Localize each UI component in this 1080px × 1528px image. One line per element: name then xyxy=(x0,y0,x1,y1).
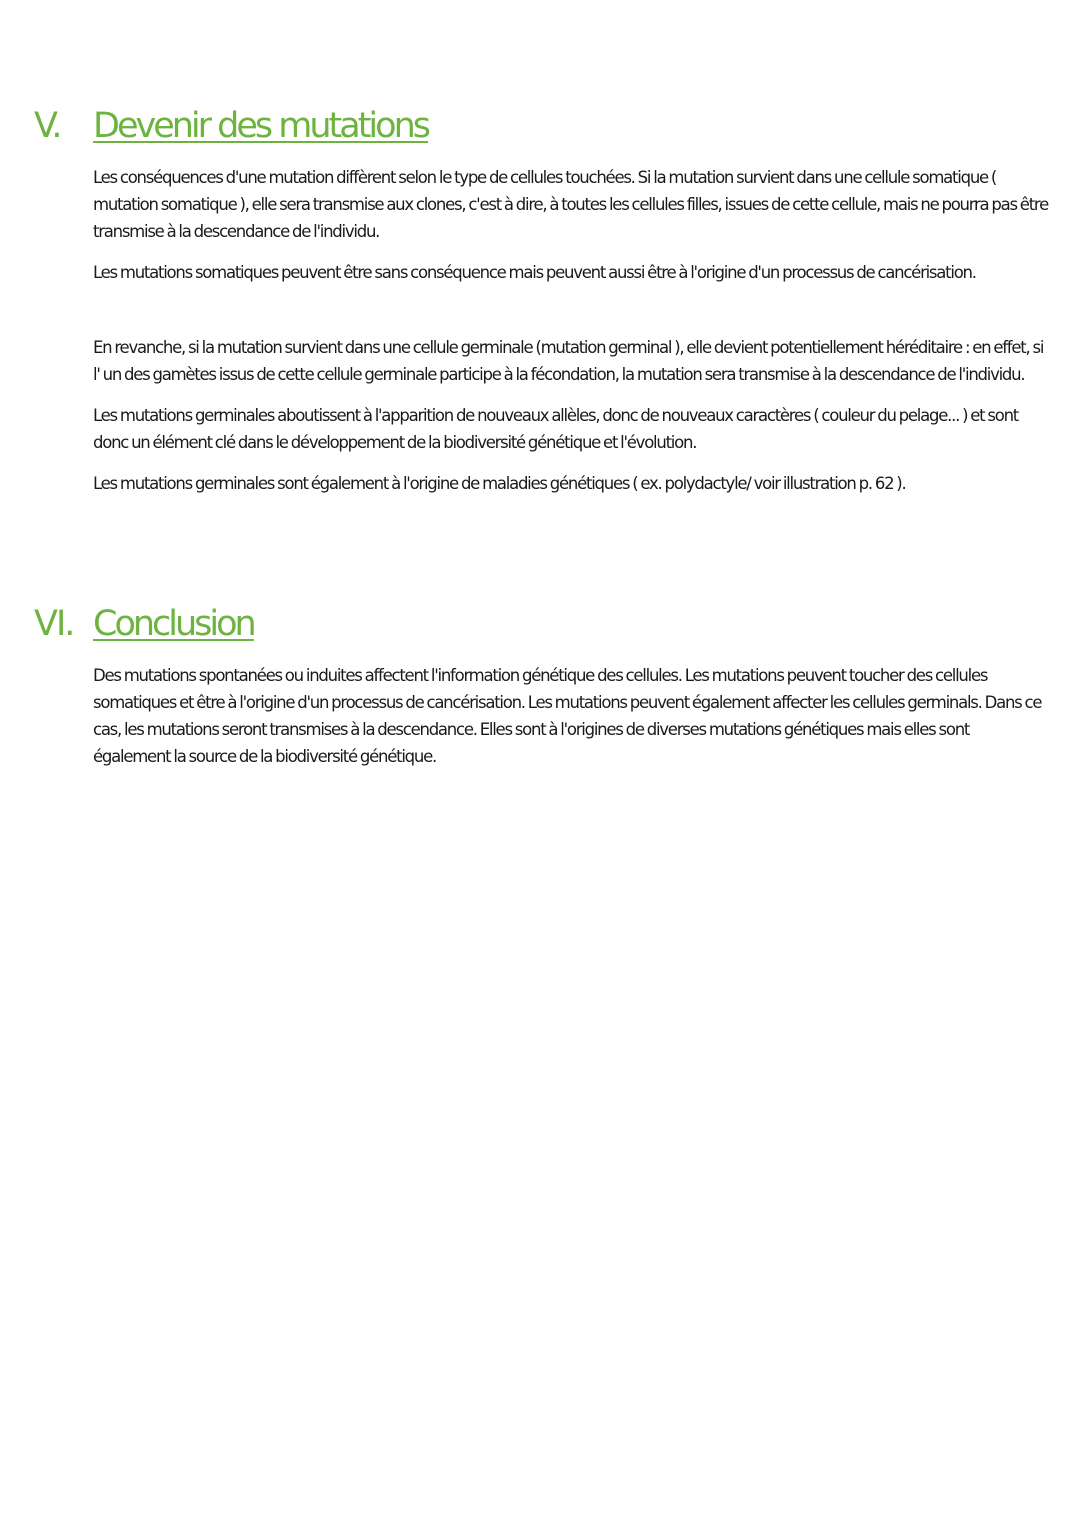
section-title: Conclusion xyxy=(93,604,254,644)
section-numeral: V. xyxy=(34,106,61,146)
section-numeral: VI. xyxy=(34,604,74,644)
paragraph-mutation-somatique: Les conséquences d'une mutation diffèrent selon le type de cellules touchées. Si la mutation survient dans une cellule somatique ( mutation somatique ), elle sera transmise aux clones, c'est à dire, à toutes les cellules filles, issues de cette cellule, mais ne pourra pas être transmise à la descendance de l'individu. xyxy=(93,168,1049,241)
section-heading xyxy=(0,602,1080,650)
section-body xyxy=(93,164,1048,497)
paragraph-conclusion: Des mutations spontanées ou induites affectent l'information génétique des cellules. Les mutations peuvent toucher des cellules somatiques et être à l'origine d'un processus de cancérisation. Les mutations peuvent également affecter les cellules germinals. Dans ce cas, les mutations seront transmises à la descendance. Elles sont à l'origines de diverses mutations génétiques mais elles sont également la source de la biodiversité génétique. xyxy=(93,666,1042,766)
section-conclusion xyxy=(0,602,1080,766)
section-devenir-des-mutations xyxy=(0,104,1080,493)
section-heading xyxy=(0,104,1080,152)
paragraph-cancerisation: Les mutations somatiques peuvent être sans conséquence mais peuvent aussi être à l'origine d'un processus de cancérisation. xyxy=(93,263,976,282)
paragraph-maladies-genetiques: Les mutations germinales sont également à l'origine de maladies génétiques ( ex. polydactyle/ voir illustration p. 62 ). xyxy=(93,474,906,493)
section-body xyxy=(93,662,1048,770)
paragraph-nouveaux-alleles: Les mutations germinales aboutissent à l'apparition de nouveaux allèles, donc de nouveaux caractères ( couleur du pelage... ) et sont donc un élément clé dans le développement de la biodiversité génétique et l'évolution. xyxy=(93,406,1019,452)
section-title: Devenir des mutations xyxy=(93,106,428,146)
paragraph-mutation-germinale: En revanche, si la mutation survient dans une cellule germinale (mutation germinal ), elle devient potentiellement héréditaire : en effet, si l' un des gamètes issus de cette cellule germinale participe à la fécondation, la mutation sera transmise à la descendance de l'individu. xyxy=(93,338,1044,384)
